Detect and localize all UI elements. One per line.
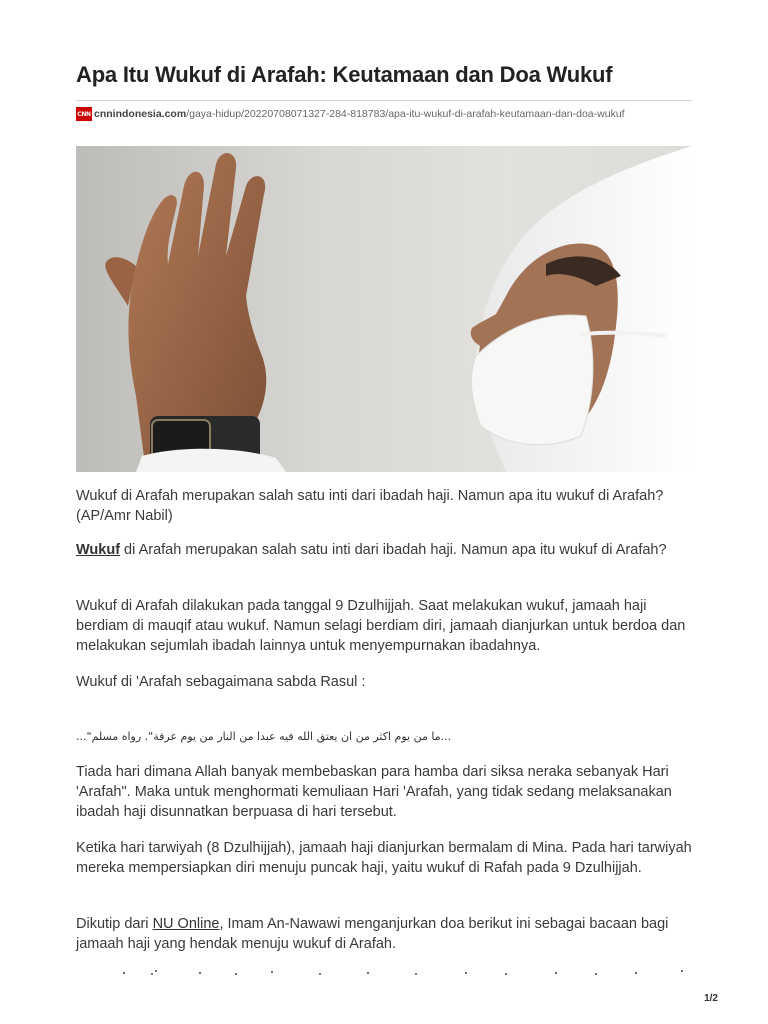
paragraph-6-pre: Dikutip dari [76, 916, 153, 932]
paragraph-4: Tiada hari dimana Allah banyak membebaskan para hamba dari siksa neraka sebanyak Hari 'Arafah". Maka untuk menghormati kemuliaan Hari 'Arafah, yang tidak sedang melaksanakan ibadah haji disunnatkan berpuasa di hari tersebut. [76, 764, 672, 820]
source-domain[interactable]: cnnindonesia.com [94, 108, 187, 120]
wukuf-link[interactable]: Wukuf [76, 542, 121, 558]
image-caption: Wukuf di Arafah merupakan salah satu inti dari ibadah haji. Namun apa itu wukuf di Arafah? (AP/Amr Nabil) [76, 488, 664, 524]
paragraph-2: Wukuf di Arafah dilakukan pada tanggal 9 Dzulhijjah. Saat melakukan wukuf, jamaah haji berdiam di mauqif atau wukuf. Namun selagi berdiam diri, jamaah dianjurkan untuk berdoa dan melakukan sejumlah ibadah lainnya untuk menyempurnakan ibadahnya. [76, 598, 686, 654]
paragraph-1 [76, 540, 692, 560]
article-title: Apa Itu Wukuf di Arafah: Keutamaan dan Doa Wukuf [76, 62, 613, 87]
praying-woman-photo [76, 146, 692, 472]
source-url[interactable] [76, 106, 625, 122]
paragraph-1-text: di Arafah merupakan salah satu inti dari ibadah haji. Namun apa itu wukuf di Arafah? [120, 542, 667, 558]
nu-online-link[interactable]: NU Online [152, 916, 220, 932]
paragraph-6-post: , Imam An-Nawawi menganjurkan doa berikut ini sebagai bacaan bagi jamaah haji yang hendak menuju wukuf di Arafah. [76, 916, 669, 952]
arabic-fragment-marks [76, 965, 692, 976]
hadith-arabic-text: ..."ما من يوم اكثر من ان يعتق الله فيه عبدا من النار من يوم عرفة". رواه مسلم... [76, 730, 452, 743]
paragraph-3: Wukuf di 'Arafah sebagaimana sabda Rasul : [76, 674, 366, 690]
cnn-logo-icon: CNN [76, 107, 92, 121]
paragraph-6 [76, 914, 692, 954]
page-number: 1/2 [704, 993, 718, 1004]
truncated-arabic-line [76, 964, 692, 976]
title-divider [76, 100, 692, 101]
hero-image [76, 146, 692, 472]
paragraph-5: Ketika hari tarwiyah (8 Dzulhijjah), jamaah haji dianjurkan bermalam di Mina. Pada hari tarwiyah mereka mempersiapkan diri menuju puncak haji, yaitu wukuf di Rafah pada 9 Dzulhijjah. [76, 840, 692, 876]
source-path[interactable]: /gaya-hidup/20220708071327-284-818783/apa-itu-wukuf-di-arafah-keutamaan-dan-doa-wukuf [186, 108, 625, 120]
